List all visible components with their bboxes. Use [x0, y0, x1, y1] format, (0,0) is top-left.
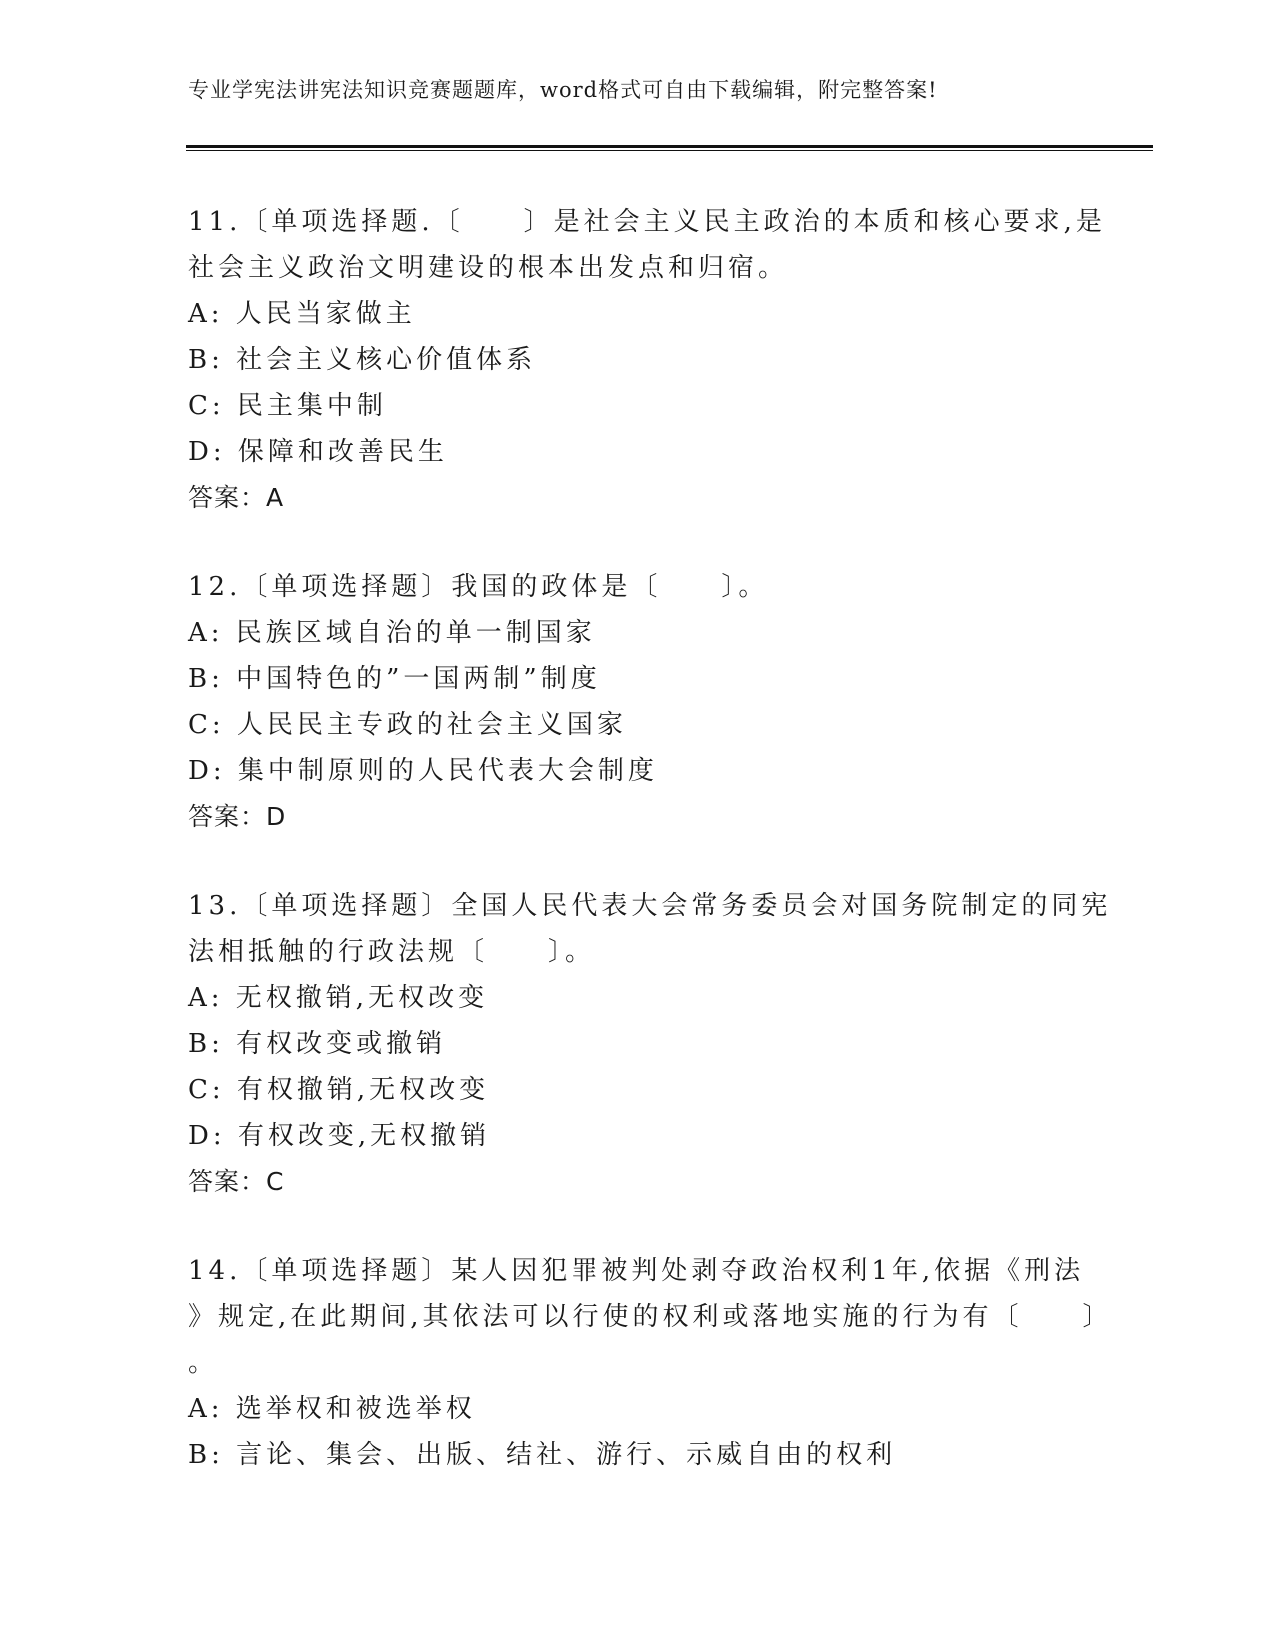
- option-b: B: 社会主义核心价值体系: [188, 345, 537, 375]
- header-divider: [186, 145, 1153, 148]
- option-a: A: 民族区域自治的单一制国家: [188, 618, 596, 648]
- question-11: [188, 199, 1106, 521]
- option-c: C: 民主集中制: [188, 391, 387, 421]
- question-list: [188, 199, 1113, 1521]
- option-a: A: 选举权和被选举权: [188, 1394, 476, 1424]
- option-c: C: 人民民主专政的社会主义国家: [188, 710, 627, 740]
- question-12: [188, 564, 1088, 840]
- option-a: A: 无权撤销,无权改变: [188, 983, 489, 1013]
- question-stem: 11.〔单项选择题.〔 〕是社会主义民主政治的本质和核心要求,是: [188, 207, 1106, 237]
- option-a: A: 人民当家做主: [188, 299, 416, 329]
- page-header: 专业学宪法讲宪法知识竞赛题题库，word格式可自由下载编辑，附完整答案!: [188, 78, 938, 102]
- question-13: [188, 883, 1112, 1205]
- option-c: C: 有权撤销,无权改变: [188, 1075, 490, 1105]
- answer-line: 答案：C: [188, 1167, 285, 1196]
- option-d: D: 集中制原则的人民代表大会制度: [188, 756, 658, 786]
- question-stem: 。: [188, 1348, 219, 1378]
- answer-line: 答案：A: [188, 483, 285, 512]
- question-stem: 13.〔单项选择题〕全国人民代表大会常务委员会对国务院制定的同宪: [188, 891, 1112, 921]
- option-b: B: 有权改变或撤销: [188, 1029, 447, 1059]
- question-stem: 》规定,在此期间,其依法可以行使的权利或落地实施的行为有〔 〕: [188, 1302, 1113, 1332]
- question-stem: 法相抵触的行政法规〔 〕。: [188, 937, 596, 967]
- option-b: B: 言论、集会、出版、结社、游行、示威自由的权利: [188, 1440, 897, 1470]
- question-14: [188, 1248, 1113, 1478]
- question-stem: 14.〔单项选择题〕某人因犯罪被判处剥夺政治权利1年,依据《刑法: [188, 1256, 1085, 1286]
- question-stem: 社会主义政治文明建设的根本出发点和归宿。: [188, 253, 789, 283]
- answer-line: 答案：D: [188, 802, 287, 831]
- question-stem: 12.〔单项选择题〕我国的政体是〔 〕。: [188, 572, 769, 602]
- option-d: D: 保障和改善民生: [188, 437, 448, 467]
- option-d: D: 有权改变,无权撤销: [188, 1121, 491, 1151]
- option-b: B: 中国特色的”一国两制”制度: [188, 664, 601, 694]
